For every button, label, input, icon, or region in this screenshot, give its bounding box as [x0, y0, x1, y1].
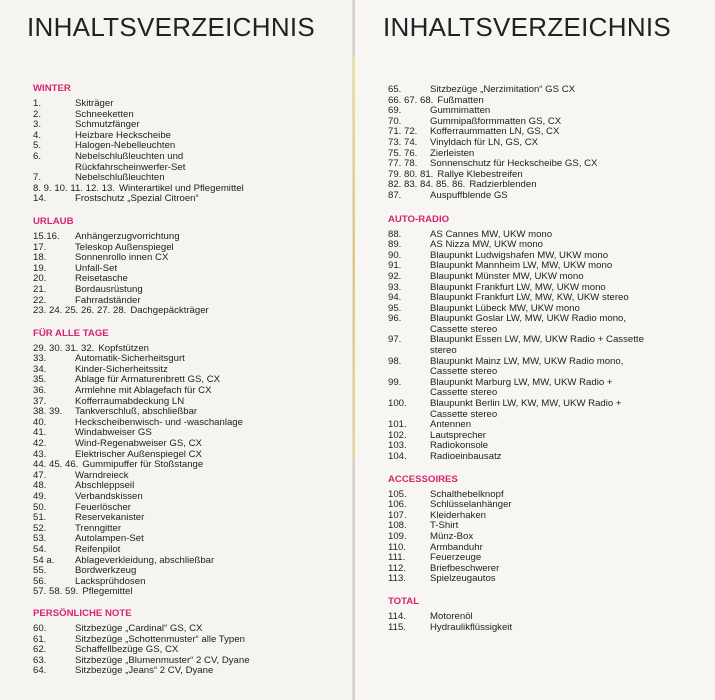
toc-entry — [33, 306, 345, 317]
toc-section — [388, 85, 706, 202]
entry-number: 49. — [33, 491, 47, 502]
entry-number: 92. — [388, 270, 402, 282]
entry-title: Verbandskissen — [75, 491, 143, 502]
entry-title: Auspuffblende GS — [430, 189, 508, 201]
entry-number: 107. — [388, 509, 407, 521]
entry-number: 64. — [33, 665, 47, 677]
entry-title: Gummipaßformmatten GS, CX — [430, 115, 562, 127]
entry-title-continuation: Cassette stereo — [430, 366, 498, 378]
entry-title: Blaupunkt Münster MW, UKW mono — [430, 270, 584, 282]
entry-title: Kofferraummatten LN, GS, CX — [430, 126, 560, 138]
entry-number: 51. — [33, 512, 47, 524]
entry-title: Armlehne mit Ablagefach für CX — [75, 385, 212, 397]
entry-number: 3. — [33, 119, 42, 131]
entry-number: 7. — [33, 172, 42, 184]
entry-number: 112. — [388, 562, 406, 574]
entry-text-wrap — [430, 357, 706, 378]
entry-number: 73. 74. — [388, 136, 418, 148]
entry-number: 42. — [33, 438, 47, 450]
entry-title: AS Nizza MW, UKW mono — [430, 239, 544, 251]
right-page — [355, 0, 715, 700]
entry-number: 65. — [388, 84, 402, 95]
entry-title: Armbanduhr — [430, 541, 483, 553]
entry-title: Spielzeugautos — [430, 573, 496, 585]
entry-title: Lacksprühdosen — [75, 575, 146, 587]
entry-number: 101. — [388, 419, 407, 431]
entry-title: Teleskop Außenspiegel — [75, 241, 174, 253]
entry-title: Winterartikel und Pflegemittel — [118, 182, 244, 194]
entry-text-wrap — [130, 306, 345, 317]
entry-number: 37. — [33, 395, 47, 407]
entry-number: 108. — [388, 520, 407, 532]
entry-number: 55. — [33, 565, 47, 577]
entry-number: 47. — [33, 469, 47, 481]
entry-title: Feuerzeuge — [430, 552, 482, 564]
entry-number: 53. — [33, 533, 47, 545]
entry-number: 111. — [388, 552, 406, 564]
entry-title: Bordausrüstung — [75, 283, 143, 295]
toc-column-left — [33, 83, 345, 677]
entry-number: 43. — [33, 448, 47, 460]
entry-number: 1. — [33, 98, 42, 109]
entry-title: Windabweiser GS — [75, 427, 152, 439]
toc-entry — [388, 85, 706, 96]
toc-entry — [388, 314, 706, 335]
entry-title: AS Cannes MW, UKW mono — [430, 228, 553, 240]
entry-title: Pflegemittel — [82, 586, 133, 598]
entry-title: Sonnenschutz für Heckscheibe GS, CX — [430, 158, 598, 170]
entry-number: 61. — [33, 633, 47, 645]
entry-text-wrap — [82, 587, 345, 598]
entry-number: 70. — [388, 115, 402, 127]
entry-number: 22. — [33, 294, 47, 306]
entry-number: 98. — [388, 355, 402, 367]
toc-section — [33, 608, 345, 677]
entry-title-continuation: Cassette stereo — [430, 323, 498, 335]
toc-entry — [388, 335, 706, 356]
toc-section — [33, 83, 345, 205]
entry-title: Schmutzfänger — [75, 119, 140, 131]
entry-title: Ablageverkleidung, abschließbar — [75, 554, 215, 566]
entry-title: Halogen-Nebelleuchten — [75, 140, 176, 152]
entry-title: Skiträger — [75, 98, 114, 109]
toc-entry — [388, 378, 706, 399]
entry-title: Rallye Klebestreifen — [437, 168, 523, 180]
entry-number: 103. — [388, 440, 407, 452]
entry-number: 20. — [33, 273, 47, 285]
entry-text-wrap — [430, 452, 706, 463]
section-heading: AUTO-RADIO — [388, 213, 450, 225]
entry-text-wrap — [75, 666, 345, 677]
toc-section — [388, 214, 706, 463]
toc-entry — [33, 577, 345, 588]
page-title: INHALTSVERZEICHNIS — [383, 12, 672, 42]
entry-number: 115. — [388, 621, 406, 633]
entry-title-continuation: Rückfahrscheinwerfer-Set — [75, 161, 186, 173]
entry-number: 52. — [33, 522, 47, 534]
entry-title: Trenngitter — [75, 522, 122, 534]
entry-title: Blaupunkt Goslar LW, MW, UKW Radio mono, — [430, 313, 627, 325]
entry-title: Kofferraumabdeckung LN — [75, 395, 185, 407]
entry-text-wrap — [430, 335, 706, 356]
entry-title: Nebelschlußleuchten und — [75, 150, 184, 162]
entry-number: 95. — [388, 302, 402, 314]
entry-number: 79. 80. 81. — [388, 168, 434, 180]
entry-title: Abschleppseil — [75, 480, 135, 492]
entry-number: 113. — [388, 573, 406, 585]
entry-number: 63. — [33, 654, 47, 666]
entry-title-continuation: Cassette stereo — [430, 387, 498, 399]
entry-text-wrap — [430, 314, 706, 335]
section-heading: FÜR ALLE TAGE — [33, 327, 109, 339]
entry-title-continuation: stereo — [430, 345, 457, 357]
entry-title: Briefbeschwerer — [430, 562, 500, 574]
entry-title: Lautsprecher — [430, 429, 486, 441]
entry-title: Wind-Regenabweiser GS, CX — [75, 438, 202, 450]
entry-number: 100. — [388, 398, 407, 410]
entry-number: 50. — [33, 501, 47, 513]
left-page — [0, 0, 355, 700]
toc-entry — [33, 666, 345, 677]
entry-title: Tankverschluß, abschließbar — [75, 406, 198, 418]
toc-entry — [33, 152, 345, 173]
entry-number: 94. — [388, 292, 402, 304]
entry-text-wrap — [75, 194, 345, 205]
entry-number: 40. — [33, 416, 47, 428]
entry-title: Kopfstützen — [98, 342, 150, 354]
entry-number: 38. 39. — [33, 406, 63, 418]
section-heading: URLAUB — [33, 215, 74, 227]
entry-title: Reisetasche — [75, 273, 128, 285]
section-heading: WINTER — [33, 83, 71, 94]
entry-title: Schaffellbezüge GS, CX — [75, 644, 179, 656]
entry-title: Warndreieck — [75, 469, 129, 481]
entry-text-wrap — [430, 511, 706, 522]
entry-number: 33. — [33, 353, 47, 365]
toc-entry — [388, 399, 706, 420]
entry-number: 18. — [33, 252, 47, 264]
entry-title: Sitzbezüge „Jeans“ 2 CV, Dyane — [75, 665, 214, 677]
entry-title: Reservekanister — [75, 512, 145, 524]
entry-title: Blaupunkt Ludwigshafen MW, UKW mono — [430, 249, 609, 261]
entry-number: 48. — [33, 480, 47, 492]
entry-number: 41. — [33, 427, 47, 439]
entry-number: 35. — [33, 374, 47, 386]
entry-number: 93. — [388, 281, 402, 293]
entry-number: 4. — [33, 129, 42, 141]
entry-number: 15.16. — [33, 230, 60, 242]
toc-entry — [388, 574, 706, 585]
entry-number: 21. — [33, 283, 47, 295]
entry-number: 54. — [33, 543, 47, 555]
entry-number: 90. — [388, 249, 402, 261]
entry-title: Schlüsselanhänger — [430, 499, 512, 511]
entry-number: 82. 83. 84. 85. 86. — [388, 179, 466, 191]
entry-title: Münz-Box — [430, 530, 474, 542]
entry-title: Sitzbezüge „Schottenmuster“ alle Typen — [75, 633, 245, 645]
entry-number: 8. 9. 10. 11. 12. 13. — [33, 182, 115, 194]
entry-number: 105. — [388, 488, 407, 500]
entry-title: Automatik-Sicherheitsgurt — [75, 353, 185, 365]
entry-number: 17. — [33, 241, 47, 253]
entry-title: Antennen — [430, 419, 472, 431]
entry-title: Fahrradständer — [75, 294, 141, 306]
entry-title: Radzierblenden — [469, 179, 537, 191]
toc-entry — [388, 623, 706, 634]
entry-number: 5. — [33, 140, 42, 152]
entry-title: Fußmatten — [437, 94, 484, 106]
toc-entry — [388, 159, 706, 170]
entry-title: Blaupunkt Mannheim LW, MW, UKW mono — [430, 260, 613, 272]
entry-title: Blaupunkt Berlin LW, KW, MW, UKW Radio + — [430, 398, 622, 410]
entry-title: Kinder-Sicherheitssitz — [75, 363, 168, 375]
entry-number: 71. 72. — [388, 126, 418, 138]
entry-number: 29. 30. 31. 32. — [33, 342, 95, 354]
entry-title: Radioeinbausatz — [430, 451, 502, 462]
entry-text-wrap — [430, 574, 706, 585]
entry-number: 89. — [388, 239, 402, 251]
entry-number: 6. — [33, 150, 42, 162]
entry-title: T-Shirt — [430, 520, 459, 532]
toc-entry — [388, 191, 706, 202]
entry-number: 106. — [388, 499, 407, 511]
entry-title: Hydraulikflüssigkeit — [430, 621, 513, 633]
entry-number: 66. 67. 68. — [388, 94, 434, 106]
entry-title: Elektrischer Außenspiegel CX — [75, 448, 202, 460]
entry-title: Feuerlöscher — [75, 501, 131, 513]
entry-text-wrap — [430, 191, 706, 202]
entry-number: 54 a. — [33, 554, 55, 566]
entry-title: Heizbare Heckscheibe — [75, 129, 171, 141]
toc-entry — [33, 587, 345, 598]
entry-number: 104. — [388, 451, 407, 462]
entry-title: Gummimatten — [430, 105, 491, 117]
entry-number: 110. — [388, 541, 406, 553]
entry-number: 57. 58. 59. — [33, 586, 79, 598]
toc-entry — [388, 357, 706, 378]
entry-text-wrap — [430, 378, 706, 399]
entry-title: Gummipuffer für Stoßstange — [82, 459, 204, 471]
entry-number: 36. — [33, 385, 47, 397]
entry-title: Sonnenrollo innen CX — [75, 252, 169, 264]
entry-title: Radiokonsole — [430, 440, 489, 452]
entry-title: Autolampen-Set — [75, 533, 144, 545]
entry-number: 60. — [33, 622, 47, 634]
section-heading: PERSÖNLICHE NOTE — [33, 607, 132, 619]
entry-number: 91. — [388, 260, 402, 272]
entry-title: Heckscheibenwisch- und -waschanlage — [75, 416, 243, 428]
entry-number: 62. — [33, 644, 47, 656]
entry-number: 69. — [388, 105, 402, 117]
entry-number: 99. — [388, 376, 402, 388]
entry-title: Schneeketten — [75, 108, 134, 120]
entry-title: Frostschutz „Spezial Citroen“ — [75, 193, 199, 205]
toc-column-right — [388, 85, 706, 633]
entry-title: Schalthebelknopf — [430, 488, 504, 500]
entry-number: 19. — [33, 262, 47, 274]
entry-title: Sitzbezüge „Blumenmuster“ 2 CV, Dyane — [75, 654, 250, 666]
entry-title: Blaupunkt Marburg LW, MW, UKW Radio + — [430, 376, 613, 388]
entry-number: 2. — [33, 108, 42, 120]
entry-title: Kleiderhaken — [430, 509, 487, 521]
toc-section — [388, 474, 706, 585]
entry-number: 87. — [388, 189, 402, 201]
entry-number: 109. — [388, 530, 407, 542]
entry-number: 75. 76. — [388, 147, 418, 159]
entry-number: 96. — [388, 313, 402, 325]
entry-number: 88. — [388, 228, 402, 240]
entry-title: Blaupunkt Frankfurt LW, MW, KW, UKW stereo — [430, 292, 629, 304]
entry-title: Dachgepäckträger — [130, 305, 209, 317]
toc-entry — [33, 194, 345, 205]
entry-number: 97. — [388, 334, 402, 346]
toc-section — [388, 596, 706, 633]
toc-section — [33, 328, 345, 598]
entry-title: Vinyldach für LN, GS, CX — [430, 136, 539, 148]
page-title: INHALTSVERZEICHNIS — [27, 12, 316, 42]
entry-title: Zierleisten — [430, 147, 475, 159]
entry-text-wrap — [75, 152, 345, 173]
entry-title: Blaupunkt Essen LW, MW, UKW Radio + Cassette — [430, 334, 644, 346]
entry-number: 56. — [33, 575, 47, 587]
entry-number: 44. 45. 46. — [33, 459, 79, 471]
entry-title: Motorenöl — [430, 610, 473, 622]
entry-title: Blaupunkt Lübeck MW, UKW mono — [430, 302, 580, 314]
entry-text-wrap — [430, 399, 706, 420]
entry-number: 23. 24. 25. 26. 27. 28. — [33, 305, 127, 317]
entry-number: 77. 78. — [388, 158, 418, 170]
entry-title: Sitzbezüge „Cardinal“ GS, CX — [75, 622, 203, 634]
section-heading: TOTAL — [388, 595, 420, 607]
entry-title: Bordwerkzeug — [75, 565, 137, 577]
entry-number: 102. — [388, 429, 407, 441]
entry-title: Blaupunkt Frankfurt LW, MW, UKW mono — [430, 281, 606, 293]
entry-title: Anhängerzugvorrichtung — [75, 230, 180, 242]
section-heading: ACCESSOIRES — [388, 473, 458, 485]
toc-section — [33, 216, 345, 317]
entry-text-wrap — [430, 623, 706, 634]
entry-title: Nebelschlußleuchten — [75, 172, 165, 184]
entry-number: 114. — [388, 610, 406, 622]
entry-number: 14. — [33, 193, 47, 205]
entry-number: 34. — [33, 363, 47, 375]
entry-title: Unfall-Set — [75, 262, 118, 274]
entry-title-continuation: Cassette stereo — [430, 408, 498, 420]
entry-title: Ablage für Armaturenbrett GS, CX — [75, 374, 221, 386]
entry-title: Blaupunkt Mainz LW, MW, UKW Radio mono, — [430, 355, 624, 367]
entry-title: Sitzbezüge „Nerzimitation“ GS CX — [430, 84, 576, 95]
toc-entry — [388, 452, 706, 463]
entry-title: Reifenpilot — [75, 543, 121, 555]
